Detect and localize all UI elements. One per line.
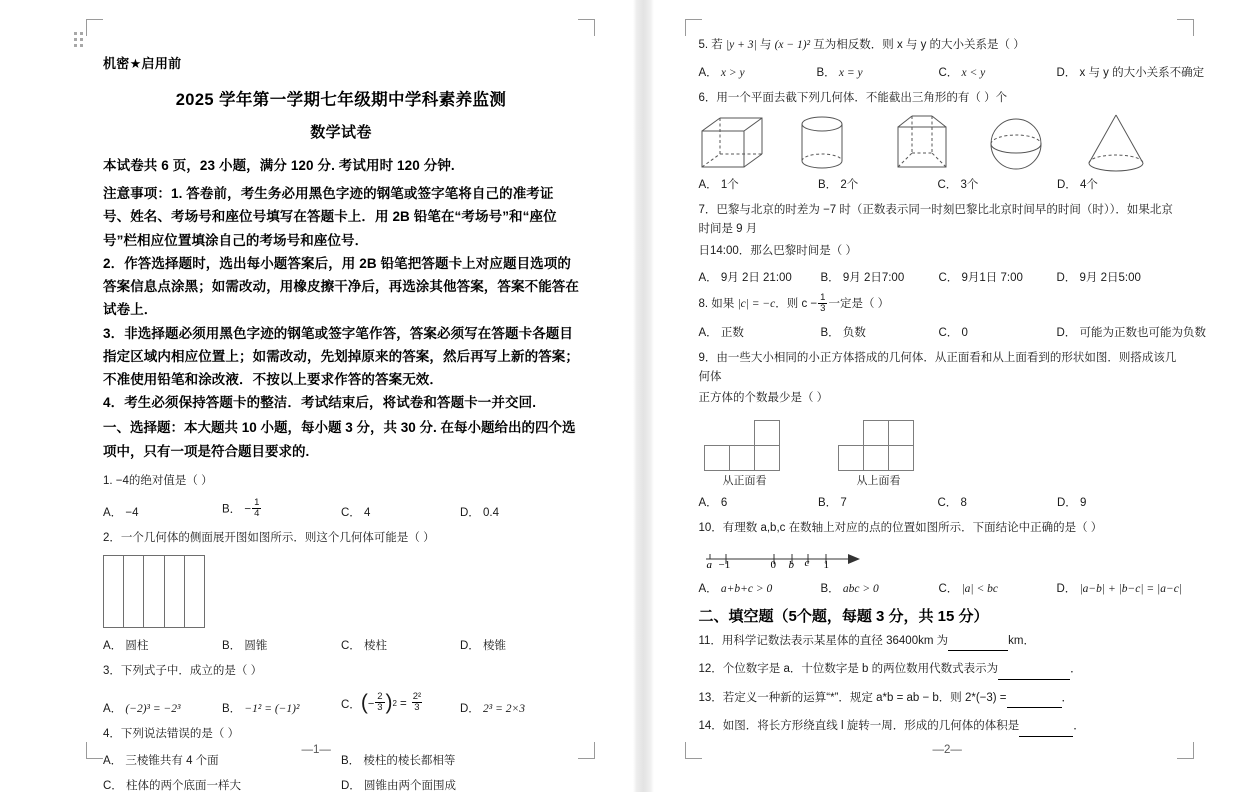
front-view-caption: 从正面看 xyxy=(722,474,767,487)
section-one-heading: 一、选择题：本大题共 10 小题，每小题 3 分，共 30 分. 在每小题给出的四个选项中，只有一项是符合题目要求的. xyxy=(103,420,576,459)
question-5-stem xyxy=(698,36,1176,55)
question-6-stem: 6．用一个平面去截下列几何体．不能截出三角形的有（ ）个 xyxy=(698,91,1008,104)
axis-label-one: 1 xyxy=(823,558,829,571)
q11-text-b: km． xyxy=(1008,634,1035,647)
q10-option-d[interactable]: D． |a−b| + |b−c| = |a−c| xyxy=(1056,582,1182,595)
exam-notes xyxy=(103,182,579,414)
note-line-3: 3．非选择题必须用黑色字迹的钢笔或签字笔作答，答案必须写在答题卡各题目指定区域内相应位置上；如需改动，先划掉原来的答案，然后再写上新的答案；不准使用铅笔和涂改液．不按以上要求作答的答案无效． xyxy=(103,325,579,387)
q4-option-c[interactable]: C． 柱体的两个底面一样大 xyxy=(103,780,242,792)
q1-option-b[interactable] xyxy=(222,499,341,520)
q9-option-a[interactable]: A． 6 xyxy=(698,496,728,509)
grid-cell xyxy=(704,445,730,471)
front-view-figure xyxy=(698,418,838,488)
section-two-heading: 二、填空题（5个题，每题 3 分，共 15 分） xyxy=(698,607,989,625)
cylinder-figure xyxy=(794,113,890,173)
q6-option-b[interactable]: B． 2个 xyxy=(817,179,859,192)
q10-option-a[interactable]: A． a+b+c > 0 xyxy=(698,582,773,595)
axis-label-minus-one: −1 xyxy=(718,558,731,571)
grid-cell xyxy=(888,445,914,471)
question-9-figures xyxy=(698,418,1176,488)
question-9-stem-line-2: 正方体的个数最少是（ ） xyxy=(698,392,829,405)
page-title: 2025 学年第一学期七年级期中学科素养监测 xyxy=(175,91,507,109)
grid-cell xyxy=(863,420,889,446)
question-1-options xyxy=(103,499,579,520)
q11-text-a: 11．用科学记数法表示某星体的直径 36400km 为 xyxy=(698,634,949,647)
question-9-stem-line-1: 9．由一些大小相同的小正方体搭成的几何体．从正面看和从上面看到的形状如图．则搭成该几何体 xyxy=(698,352,1177,383)
crop-mark-bottom-right-p2 xyxy=(1177,742,1194,759)
q5-option-c[interactable]: C． x < y xyxy=(938,66,986,79)
q5-stem-part-b: 与 xyxy=(759,39,772,51)
note-line-4: 4．考生必须保持答题卡的整洁．考试结束后，将试卷和答题卡一并交回. xyxy=(103,395,537,411)
q7-option-a[interactable]: A． 9月 2日 21:00 xyxy=(698,272,792,285)
q8-option-d[interactable]: D． 可能为正数也可能为负数 xyxy=(1056,327,1206,340)
q3-option-c-rhs-fraction: $\frac{\text{2²}}{3}$ xyxy=(412,691,422,714)
question-11 xyxy=(698,632,1176,652)
q1-option-b-label: B． xyxy=(222,503,242,516)
q12-text-a: 12．个位数字是 a．十位数字是 b 的两位数用代数式表示为 xyxy=(698,663,999,676)
exam-info: 本试卷共 6 页，23 小题，满分 120 分. 考试用时 120 分钟. xyxy=(103,158,455,173)
q9-option-d[interactable]: D． 9 xyxy=(1056,496,1087,509)
q4-option-b[interactable]: B． 棱柱的棱长都相等 xyxy=(341,755,456,768)
drag-grip-handle[interactable] xyxy=(74,32,86,49)
crop-mark-bottom-left-p2 xyxy=(685,742,702,759)
q10-option-c[interactable]: C． |a| < bc xyxy=(938,582,998,595)
q3-option-c-inner-fraction: $\frac{2}{3}$ xyxy=(377,691,383,714)
q6-option-a[interactable]: A． 1个 xyxy=(698,179,739,192)
q3-option-d-text: 2³ = 2×3 xyxy=(483,702,525,715)
q2-option-a[interactable]: A． 圆柱 xyxy=(103,640,149,653)
q5-stem-part-c: 互为相反数．则 x 与 y 的大小关系是（ ） xyxy=(813,39,1025,51)
crop-mark-top-left xyxy=(86,19,103,36)
q3-option-a[interactable]: A． (−2)³ = −2³ xyxy=(103,702,181,715)
q5-option-a[interactable]: A． x > y xyxy=(698,66,745,79)
q12-text-b: ． xyxy=(1070,663,1082,676)
grid-cell xyxy=(729,445,755,471)
question-7-options xyxy=(698,269,1176,285)
crop-mark-top-right-p2 xyxy=(1177,19,1194,36)
page-2 xyxy=(653,0,1241,792)
cone-figure xyxy=(1082,113,1152,173)
left-paren: ( xyxy=(360,690,368,714)
question-2-options xyxy=(103,637,579,653)
q9-option-b[interactable]: B． 7 xyxy=(817,496,847,509)
top-view-figure xyxy=(838,418,918,488)
q1-option-a[interactable] xyxy=(103,504,222,520)
question-7-stem-line-2: 日14:00．那么巴黎时间是（ ） xyxy=(698,244,857,257)
q1-option-a-text: −4 xyxy=(125,507,139,520)
q3-option-c-exponent: 2 xyxy=(392,699,397,709)
top-view-caption: 从上面看 xyxy=(856,474,901,487)
prism-figure xyxy=(890,113,986,173)
q3-option-d[interactable]: D． 2³ = 2×3 xyxy=(460,702,525,715)
q3-option-b-text: −1² = (−1)² xyxy=(244,702,300,715)
q6-option-c[interactable]: C． 3个 xyxy=(937,179,979,192)
question-1-stem: 1. −4的绝对值是（ ） xyxy=(103,474,213,487)
grid-cell xyxy=(754,420,780,446)
q3-option-c[interactable]: C． ( − $\frac{2}{3}$ ) 2 = $\frac{\text{2²}}{3}$ xyxy=(341,690,422,714)
q9-option-c[interactable]: C． 8 xyxy=(937,496,967,509)
question-6-figures xyxy=(698,113,1176,173)
crop-mark-bottom-right xyxy=(578,742,595,759)
question-8-options xyxy=(698,324,1206,340)
q8-stem-part-c: 一定是（ ） xyxy=(828,298,890,311)
q5-option-b[interactable]: B． x = y xyxy=(816,66,863,79)
question-14 xyxy=(698,717,1176,737)
crop-mark-top-left-p2 xyxy=(685,19,702,36)
q5-option-d[interactable]: D． x 与 y 的大小关系不确定 xyxy=(1056,66,1205,79)
question-10-stem: 10．有理数 a,b,c 在数轴上对应的点的位置如图所示．下面结论中正确的是（ ） xyxy=(698,521,1103,534)
q13-answer-blank[interactable] xyxy=(1007,689,1062,709)
question-9-options xyxy=(698,494,1176,510)
q5-stem-abs: |y + 3| xyxy=(725,39,757,51)
q1-option-c-text: 4 xyxy=(364,507,371,520)
q11-answer-blank[interactable] xyxy=(948,632,1008,652)
q8-stem-abs: |c| = −c xyxy=(737,298,776,311)
page-subtitle: 数学试卷 xyxy=(310,124,372,141)
q13-text-b: ． xyxy=(1061,691,1074,704)
q3-option-a-text: (−2)³ = −2³ xyxy=(125,702,181,715)
question-8-stem xyxy=(698,294,1176,315)
confidential-mark: 机密★启用前 xyxy=(103,56,182,71)
question-3-stem: 3．下列式子中．成立的是（ ） xyxy=(103,665,263,678)
q7-option-d[interactable]: D． 9月 2日5:00 xyxy=(1056,272,1141,285)
q8-stem-part-b: ．则 c − xyxy=(775,298,818,311)
question-4-stem: 4．下列说法错误的是（ ） xyxy=(103,727,240,740)
q1-option-a-label: A． xyxy=(103,507,123,520)
question-7-stem-line-1: 7．巴黎与北京的时差为 −7 时（正数表示同一时刻巴黎比北京时间早的时间（时））．如果北京时间是 9 月 xyxy=(698,204,1173,235)
q8-option-c[interactable]: C． 0 xyxy=(938,327,968,340)
cube-figure xyxy=(698,113,794,173)
q2-option-d[interactable]: D． 棱锥 xyxy=(460,640,507,653)
q10-option-b[interactable]: B． abc > 0 xyxy=(820,582,879,595)
q5-stem-part-a: 5. 若 xyxy=(698,39,723,51)
q8-stem-part-a: 8. 如果 xyxy=(698,298,735,311)
question-10-options xyxy=(698,580,1182,596)
q1-option-d[interactable] xyxy=(460,504,579,520)
question-5-options xyxy=(698,64,1205,80)
q12-answer-blank[interactable] xyxy=(998,660,1070,680)
grid-cell xyxy=(838,445,864,471)
axis-label-zero: 0 xyxy=(770,558,776,571)
page-2-footer: —2— xyxy=(932,744,962,756)
page-separator xyxy=(633,0,654,792)
crop-mark-top-right xyxy=(578,19,595,36)
q1-option-b-sign: − xyxy=(244,503,252,516)
q5-stem-square: (x − 1)² xyxy=(774,39,811,51)
question-3-options xyxy=(103,692,579,716)
question-2-stem: 2．一个几何体的侧面展开图如图所示．则这个几何体可能是（ ） xyxy=(103,532,435,545)
q8-option-a[interactable]: A． 正数 xyxy=(698,327,744,340)
question-12 xyxy=(698,660,1176,680)
rectangle-net-figure xyxy=(103,555,205,628)
crop-mark-bottom-left xyxy=(86,742,103,759)
q14-answer-blank[interactable] xyxy=(1019,717,1073,737)
note-line-2: 2．作答选择题时，选出每小题答案后，用 2B 铅笔把答题卡上对应题目选项的答案信息点涂黑；如需改动，用橡皮擦干净后，再选涂其他答案，答案不能答在试卷上． xyxy=(103,255,579,318)
q14-text-b: ． xyxy=(1073,720,1085,733)
question-10-number-line xyxy=(704,546,1176,576)
q1-option-c-label: C． xyxy=(341,507,361,520)
q13-text-a: 13．若定义一种新的运算“*”．规定 a*b = ab − b．则 2*(−3) = xyxy=(698,691,1007,704)
q8-stem-fraction: $\frac{1}{3}$ xyxy=(820,292,826,315)
question-4-options-row-2 xyxy=(103,777,579,792)
q7-option-c[interactable]: C． 9月1日 7:00 xyxy=(938,272,1023,285)
q4-option-a[interactable]: A． 三棱锥共有 4 个面 xyxy=(103,755,219,768)
grid-cell xyxy=(754,445,780,471)
q1-option-d-label: D． xyxy=(460,507,480,520)
q14-text-a: 14．如图．将长方形绕直线 l 旋转一周．形成的几何体的体积是 xyxy=(698,720,1020,733)
axis-label-a: a xyxy=(706,558,712,571)
question-13 xyxy=(698,689,1176,709)
axis-label-c: c xyxy=(804,556,810,569)
q2-option-c[interactable]: C． 棱柱 xyxy=(341,640,388,653)
q2-option-b[interactable]: B． 圆锥 xyxy=(222,640,268,653)
question-6-options xyxy=(698,176,1176,192)
q1-option-b-fraction: $\frac{1}{4}$ xyxy=(254,497,260,520)
right-paren: ) xyxy=(385,690,393,714)
q1-option-c[interactable] xyxy=(341,504,460,520)
question-2-figure-lateral-net xyxy=(103,555,579,628)
grid-cell xyxy=(888,420,914,446)
note-line-1: 注意事项：1. 答卷前，考生务必用黑色字迹的钢笔或签字笔将自己的准考证号、姓名、考场号和座位号填写在答题卡上．用 2B 铅笔在“考场号”和“座位号”栏相应位置填涂自己的考场号和座位号． xyxy=(103,186,557,248)
q4-option-d[interactable]: D． 圆锥由两个面围成 xyxy=(341,780,457,792)
q3-option-b[interactable]: B． −1² = (−1)² xyxy=(222,702,300,715)
page-1-footer: —1— xyxy=(301,744,331,756)
q8-option-b[interactable]: B． 负数 xyxy=(820,327,866,340)
q6-option-d[interactable]: D． 4个 xyxy=(1056,179,1098,192)
q7-option-b[interactable]: B． 9月 2日7:00 xyxy=(820,272,905,285)
sphere-figure xyxy=(986,113,1082,173)
q1-option-d-text: 0.4 xyxy=(483,507,500,520)
grid-cell xyxy=(863,445,889,471)
axis-label-b: b xyxy=(788,558,794,571)
